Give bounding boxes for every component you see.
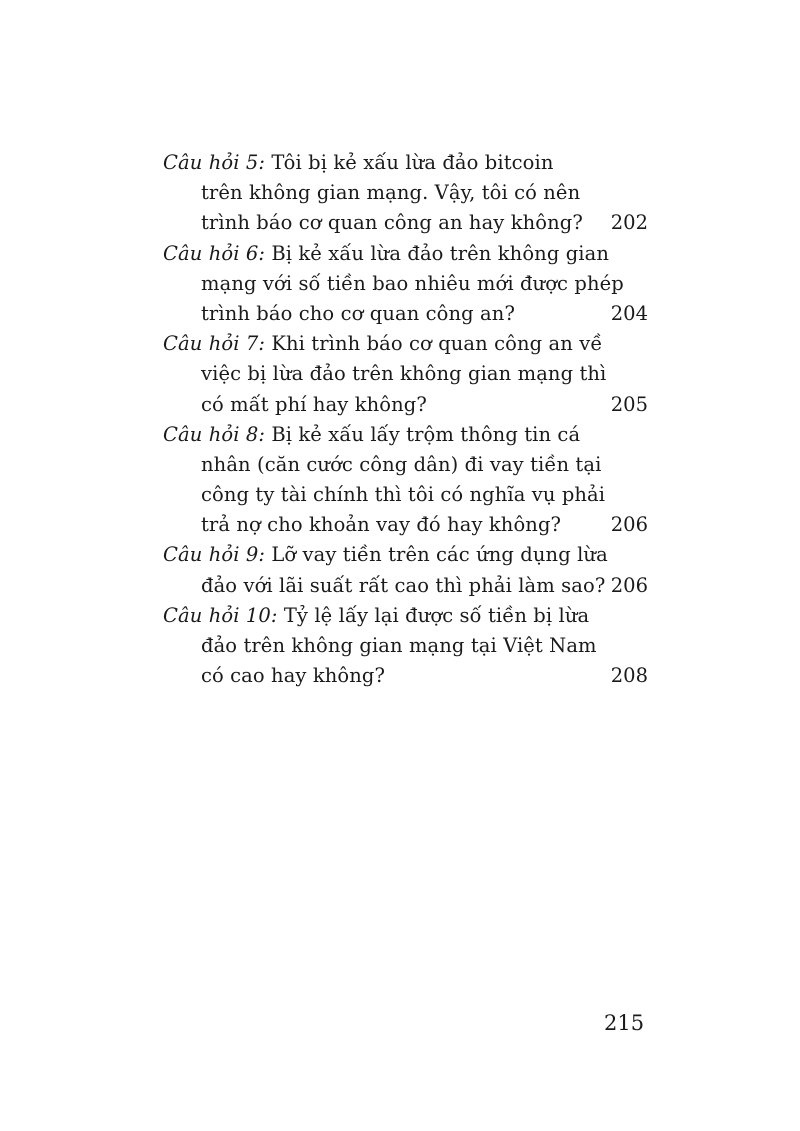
- entry-text: Khi trình báo cơ quan công an về: [265, 332, 603, 356]
- page-number: 202: [610, 211, 648, 235]
- entry-text: trả nợ cho khoản vay đó hay không?: [201, 513, 562, 537]
- toc-entry: [163, 239, 648, 330]
- question-label: Câu hỏi 8:: [163, 422, 266, 446]
- entry-first-line: [163, 540, 648, 570]
- entry-text: việc bị lừa đảo trên không gian mạng thì: [201, 362, 607, 386]
- table-of-contents: [163, 148, 648, 691]
- entry-text: Tỷ lệ lấy lại được số tiền bị lừa: [277, 603, 590, 627]
- page-number: 204: [610, 301, 648, 325]
- question-label: Câu hỏi 5:: [163, 151, 266, 174]
- entry-text: Bị kẻ xấu lừa đảo trên không gian: [265, 241, 610, 265]
- entry-first-line: [163, 239, 648, 269]
- entry-text: Tôi bị kẻ xấu lừa đảo bitcoin: [265, 151, 554, 174]
- question-label: Câu hỏi 6:: [163, 241, 266, 265]
- entry-text: trình báo cho cơ quan công an?: [201, 301, 515, 325]
- question-label: Câu hỏi 7:: [163, 332, 266, 356]
- toc-entry: [163, 540, 648, 600]
- entry-text: có cao hay không?: [201, 664, 386, 688]
- entry-text: có mất phí hay không?: [201, 392, 427, 416]
- page-number: 208: [610, 664, 648, 688]
- page-number: 205: [610, 392, 648, 416]
- toc-entry: [163, 420, 648, 541]
- entry-first-line: [163, 420, 648, 450]
- page-folio-number: 215: [604, 1011, 645, 1035]
- entry-text: trên không gian mạng. Vậy, tôi có nên: [201, 181, 581, 205]
- toc-entry: [163, 148, 648, 239]
- entry-text: đảo trên không gian mạng tại Việt Nam: [201, 634, 597, 657]
- page-number: 206: [610, 573, 648, 597]
- entry-text: nhân (căn cước công dân) đi vay tiền tại: [201, 452, 602, 476]
- entry-text: công ty tài chính thì tôi có nghĩa vụ phải: [201, 483, 606, 507]
- toc-entry: [163, 601, 648, 692]
- entry-text: Bị kẻ xấu lấy trộm thông tin cá: [265, 422, 581, 446]
- question-label: Câu hỏi 9:: [163, 543, 266, 567]
- toc-entry: [163, 329, 648, 420]
- question-label: Câu hỏi 10:: [163, 603, 278, 627]
- page-number: 206: [610, 513, 648, 537]
- entry-text: đảo với lãi suất rất cao thì phải làm sao?: [201, 573, 606, 597]
- entry-first-line: [163, 329, 648, 359]
- entry-first-line: [163, 601, 648, 631]
- entry-text: Lỡ vay tiền trên các ứng dụng lừa: [265, 543, 608, 567]
- entry-first-line: [163, 148, 648, 178]
- entry-text: trình báo cơ quan công an hay không?: [201, 211, 583, 235]
- entry-text: mạng với số tiền bao nhiêu mới được phép: [201, 271, 624, 295]
